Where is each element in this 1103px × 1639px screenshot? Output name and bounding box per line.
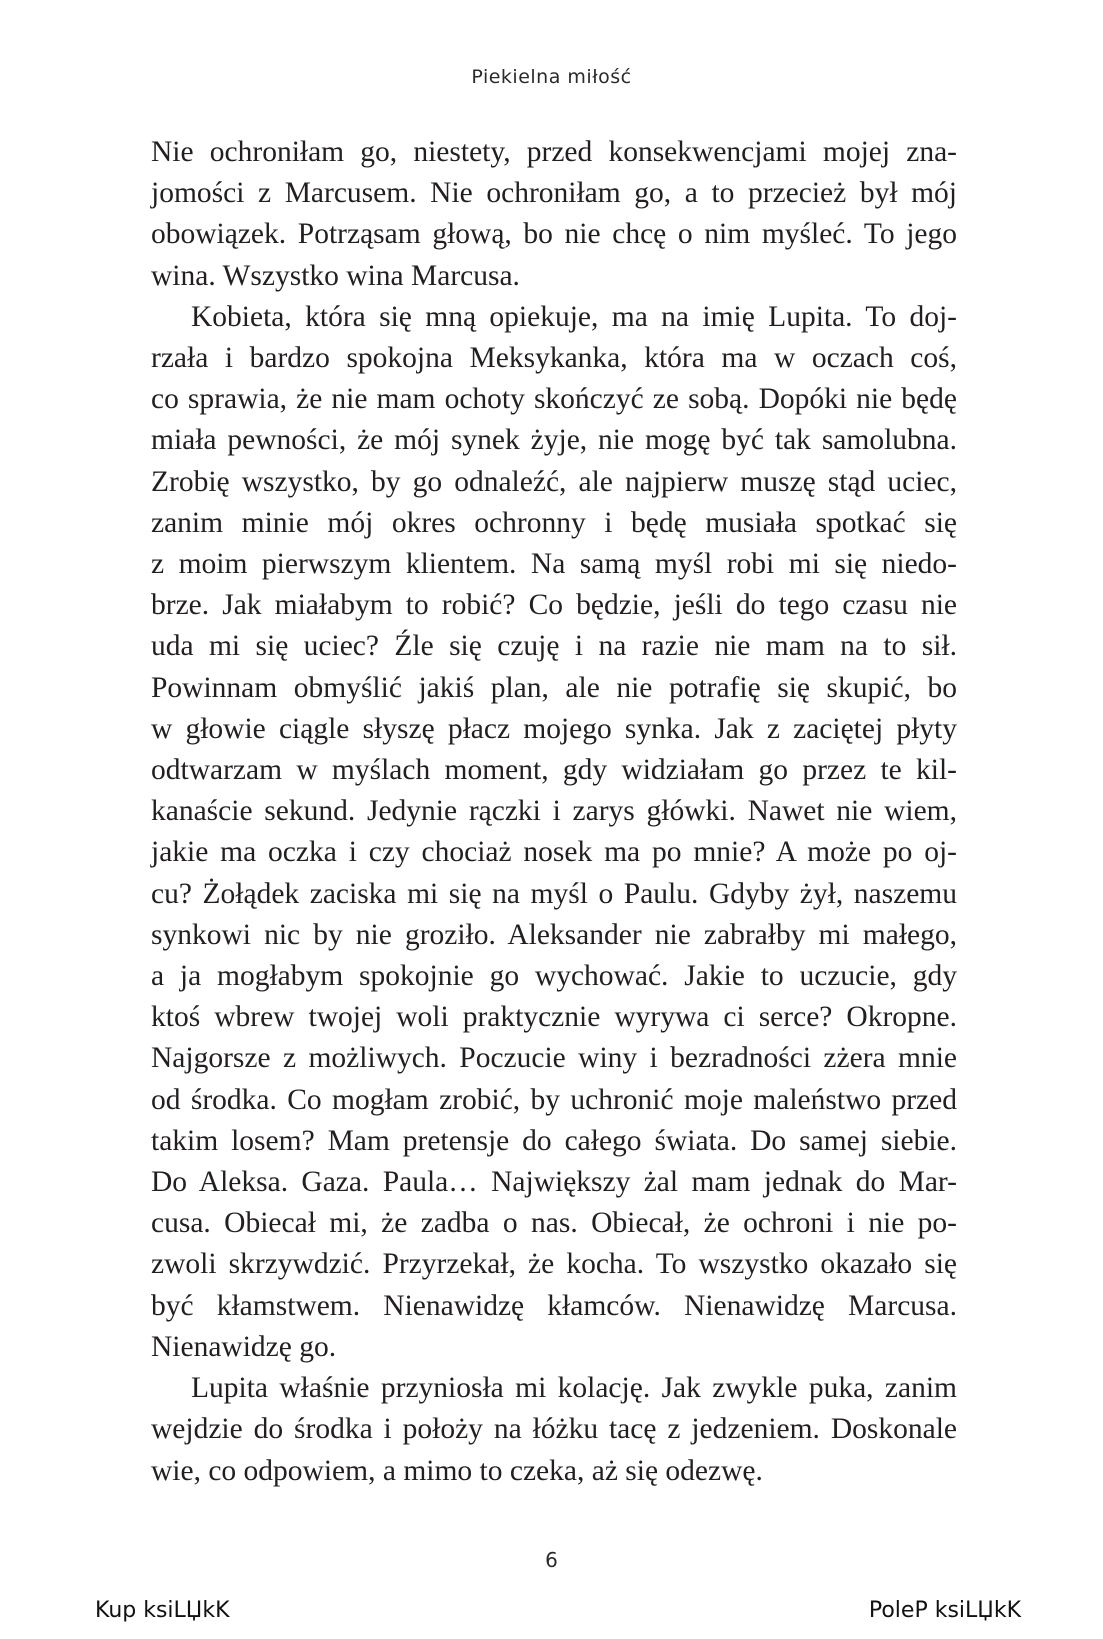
text-line: Najgorsze z możliwych. Poczucie winy i bezradności zżera mnie [151, 1042, 957, 1075]
text-line: być kłamstwem. Nienawidzę kłamców. Nienawidzę Marcusa. [151, 1289, 957, 1322]
paragraph-1 [151, 132, 957, 297]
text-line: ktoś wbrew twojej woli praktycznie wyrywa ci serce? Okropne. [151, 1001, 957, 1034]
recommend-book-link[interactable]: PoleP ksiLЏkK [868, 1598, 1021, 1623]
text-line: cu? Żołądek zaciska mi się na myśl o Paulu. Gdyby żył, naszemu [151, 877, 957, 910]
text-line: rzała i bardzo spokojna Meksykanka, która ma w oczach coś, [151, 342, 957, 375]
text-line: jakie ma oczka i czy chociaż nosek ma po mnie? A może po oj- [151, 836, 957, 869]
text-line: Zrobię wszystko, by go odnaleźć, ale najpierw muszę stąd uciec, [151, 465, 957, 498]
text-line: synkowi nic by nie groziło. Aleksander nie zabrałby mi małego, [151, 918, 957, 951]
text-line: Lupita właśnie przyniosła mi kolację. Jak zwykle puka, zanim [191, 1372, 957, 1405]
text-line: jomości z Marcusem. Nie ochroniłam go, a to przecież był mój [151, 177, 957, 210]
text-line: w głowie ciągle słyszę płacz mojego synka. Jak z zaciętej płyty [151, 712, 957, 745]
text-line: co sprawia, że nie mam ochoty skończyć ze sobą. Dopóki nie będę [151, 383, 957, 416]
text-line: miała pewności, że mój synek żyje, nie mogę być tak samolubna. [151, 424, 957, 457]
text-line: kanaście sekund. Jedynie rączki i zarys główki. Nawet nie wiem, [151, 795, 957, 828]
text-line: Nie ochroniłam go, niestety, przed konsekwencjami mojej zna- [151, 136, 957, 168]
text-line: a ja mogłabym spokojnie go wychować. Jakie to uczucie, gdy [151, 960, 957, 993]
text-line: wina. Wszystko wina Marcusa. [151, 259, 520, 292]
text-line: Nienawidzę go. [151, 1330, 337, 1363]
paragraph-3 [151, 1368, 957, 1492]
text-line: Do Aleksa. Gaza. Paula… Największy żal mam jednak do Mar- [151, 1166, 957, 1199]
text-line: Kobieta, która się mną opiekuje, ma na imię Lupita. To doj- [191, 300, 957, 333]
text-line: wejdzie do środka i położy na łóżku tacę z jedzeniem. Doskonale [151, 1413, 957, 1446]
text-line: zanim minie mój okres ochronny i będę musiała spotkać się [151, 506, 957, 539]
text-line: Powinnam obmyślić jakiś plan, ale nie potrafię się skupić, bo [151, 671, 957, 704]
text-line: od środka. Co mogłam zrobić, by uchronić moje maleństwo przed [151, 1083, 957, 1116]
text-line: cusa. Obiecał mi, że zadba o nas. Obiecał, że ochroni i nie po- [151, 1207, 957, 1240]
running-header: Piekielna miłość [471, 66, 632, 88]
paragraph-2 [151, 297, 957, 1368]
text-line: zwoli skrzywdzić. Przyrzekał, że kocha. To wszystko okazało się [151, 1248, 957, 1281]
text-line: takim losem? Mam pretensje do całego świata. Do samej siebie. [151, 1124, 957, 1157]
text-line: wie, co odpowiem, a mimo to czeka, aż się odezwę. [151, 1454, 763, 1487]
text-line: uda mi się uciec? Źle się czuję i na razie nie mam na to sił. [151, 630, 957, 663]
body-text [151, 132, 957, 1492]
text-line: obowiązek. Potrząsam głową, bo nie chcę o nim myśleć. To jego [151, 218, 957, 251]
text-line: brze. Jak miałabym to robić? Co będzie, jeśli do tego czasu nie [151, 589, 957, 622]
buy-book-link[interactable]: Kup ksiLЏkK [95, 1598, 230, 1623]
text-line: odtwarzam w myślach moment, gdy widziałam go przez te kil- [151, 754, 957, 787]
page-number: 6 [545, 1548, 558, 1572]
text-line: z moim pierwszym klientem. Na samą myśl robi mi się niedo- [151, 548, 957, 581]
